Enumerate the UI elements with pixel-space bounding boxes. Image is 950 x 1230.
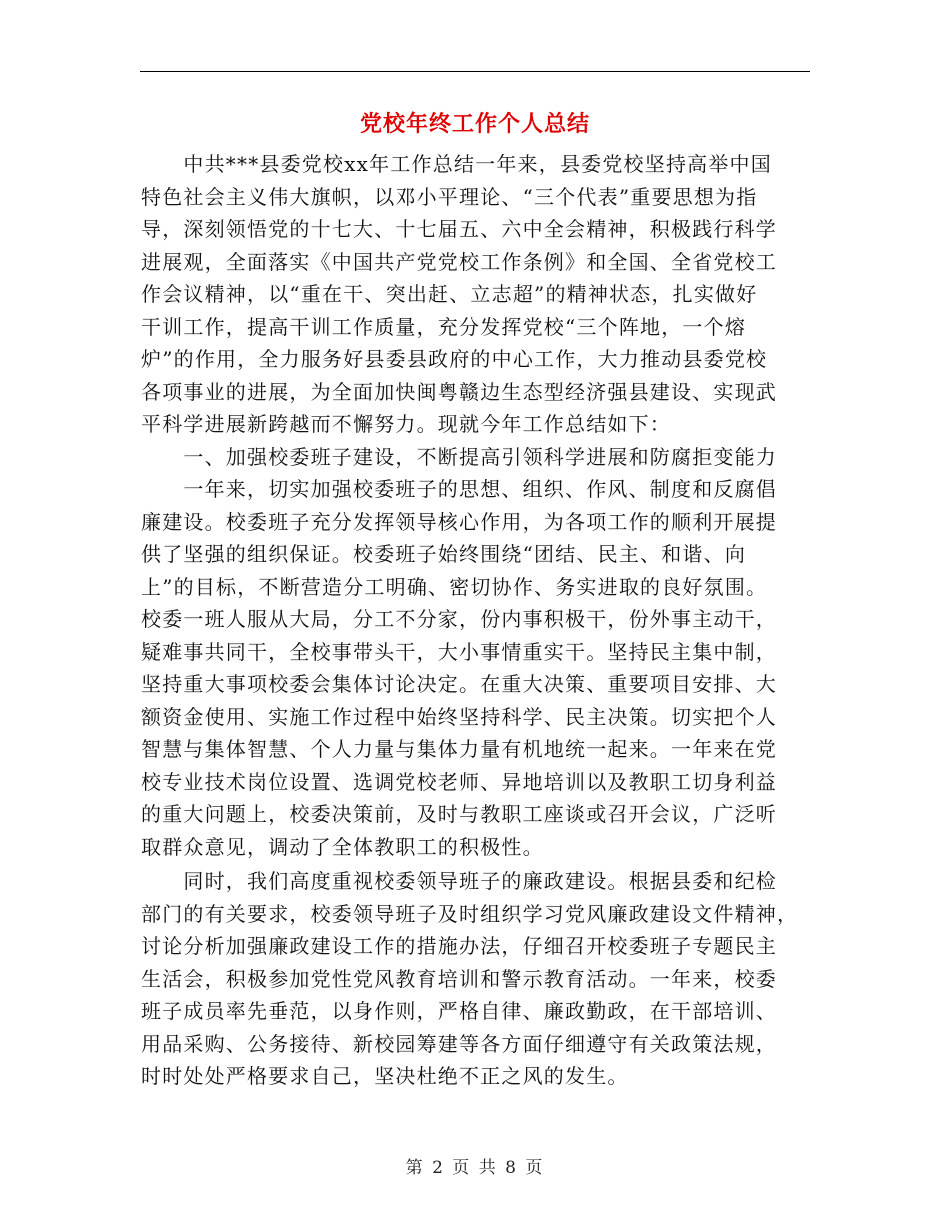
body-line: 用品采购、公务接待、新校园筹建等各方面仔细遵守有关政策法规，	[141, 1031, 777, 1056]
body-line: 中共***县委党校xx年工作总结一年来，县委党校坚持高举中国	[141, 152, 772, 176]
body-line: 干训工作，提高干训工作质量，充分发挥党校“三个阵地，一个熔	[141, 314, 747, 339]
body-line: 特色社会主义伟大旗帜，以邓小平理论、“三个代表”重要思想为指	[141, 184, 758, 209]
body-line: 校专业技术岗位设置、选调党校老师、异地培训以及教职工切身利益	[141, 769, 777, 794]
body-line: 取群众意见，调动了全体教职工的积极性。	[141, 834, 544, 859]
body-line: 班子成员率先垂范，以身作则，严格自律、廉政勤政，在干部培训、	[141, 999, 777, 1023]
body-line: 炉”的作用，全力服务好县委县政府的中心工作，大力推动县委党校	[141, 347, 768, 371]
body-line: 上”的目标，不断营造分工明确、密切协作、务实进取的良好氛围。	[141, 574, 768, 599]
body-line: 时时处处严格要求自己，坚决杜绝不正之风的发生。	[141, 1064, 629, 1088]
body-line: 校委一班人服从大局，分工不分家，份内事积极干，份外事主动干，	[141, 607, 777, 631]
document-body	[141, 148, 799, 1093]
body-line: 一年来，切实加强校委班子的思想、组织、作风、制度和反腐倡	[141, 477, 777, 501]
page-footer: 第 2 页 共 8 页	[405, 1158, 545, 1178]
body-line: 的重大问题上，校委决策前，及时与教职工座谈或召开会议，广泛听	[141, 802, 777, 826]
body-line: 讨论分析加强廉政建设工作的措施办法，仔细召开校委班子专题民主	[141, 934, 777, 958]
body-line: 智慧与集体智慧、个人力量与集体力量有机地统一起来。一年来在党	[141, 737, 777, 761]
document-title: 党校年终工作个人总结	[359, 112, 590, 137]
header-rule	[140, 71, 810, 72]
body-line: 一、加强校委班子建设，不断提高引领科学进展和防腐拒变能力	[141, 444, 777, 469]
body-line: 作会议精神，以“重在干、突出赶、立志超”的精神状态，扎实做好	[141, 282, 758, 306]
body-line: 部门的有关要求，校委领导班子及时组织学习党风廉政建设文件精神，	[141, 901, 799, 926]
body-line: 廉建设。校委班子充分发挥领导核心作用，为各项工作的顺利开展提	[141, 509, 777, 534]
body-line: 额资金使用、实施工作过程中始终坚持科学、民主决策。切实把个人	[141, 704, 777, 729]
body-line: 各项事业的进展，为全面加快闽粤赣边生态型经济强县建设、实现武	[141, 379, 777, 404]
body-line: 同时，我们高度重视校委领导班子的廉政建设。根据县委和纪检	[141, 869, 777, 893]
body-line: 生活会，积极参加党性党风教育培训和警示教育活动。一年来，校委	[141, 966, 777, 991]
body-line: 平科学进展新跨越而不懈努力。现就今年工作总结如下：	[141, 412, 671, 436]
body-line: 导，深刻领悟党的十七大、十七届五、六中全会精神，积极践行科学	[141, 217, 777, 241]
body-line: 疑难事共同干，全校事带头干，大小事情重实干。坚持民主集中制，	[141, 639, 777, 664]
body-line: 进展观，全面落实《中国共产党党校工作条例》和全国、全省党校工	[141, 249, 777, 274]
body-line: 坚持重大事项校委会集体讨论决定。在重大决策、重要项目安排、大	[141, 672, 777, 696]
body-line: 供了坚强的组织保证。校委班子始终围绕“团结、民主、和谐、向	[141, 542, 747, 566]
